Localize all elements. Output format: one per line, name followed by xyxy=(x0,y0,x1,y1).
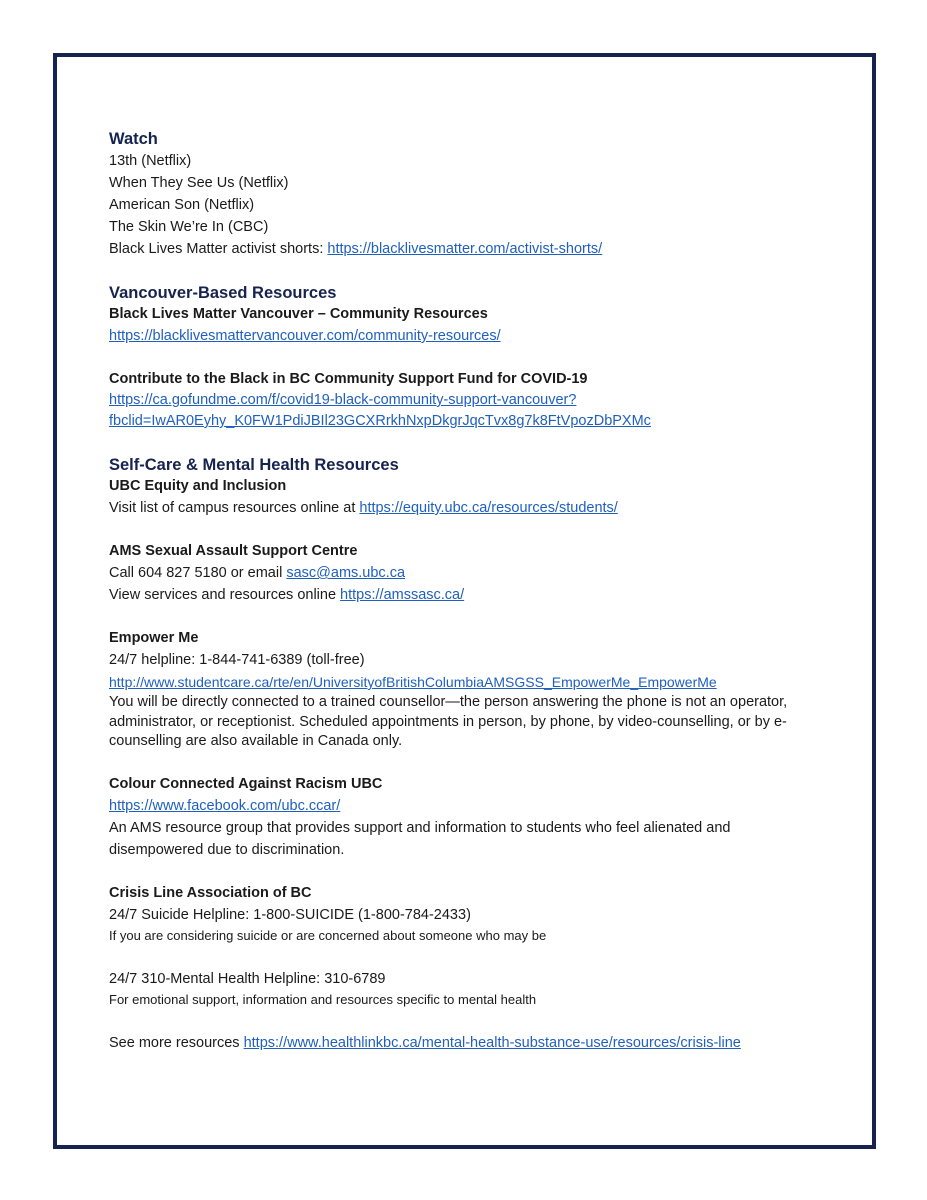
ubc-equity-title: UBC Equity and Inclusion xyxy=(109,478,287,494)
watch-item: The Skin We’re In (CBC) xyxy=(109,219,269,235)
watch-item: When They See Us (Netflix) xyxy=(109,175,289,191)
sasc-view-line xyxy=(109,584,829,606)
activist-shorts-link[interactable]: https://blacklivesmatter.com/activist-shorts/ xyxy=(327,241,603,257)
support-fund-link-line xyxy=(109,390,829,432)
ubc-equity-link[interactable]: https://equity.ubc.ca/resources/students/ xyxy=(359,500,618,516)
watch-heading: Watch xyxy=(109,130,158,148)
sasc-email-link[interactable]: sasc@ams.ubc.ca xyxy=(286,565,406,581)
more-resources-link[interactable]: https://www.healthlinkbc.ca/mental-health-substance-use/resources/crisis-line xyxy=(243,1034,741,1051)
sasc-title: AMS Sexual Assault Support Centre xyxy=(109,543,358,559)
support-fund-title: Contribute to the Black in BC Community Support Fund for COVID-19 xyxy=(109,371,588,387)
crisis-line-title: Crisis Line Association of BC xyxy=(109,884,312,901)
watch-item: 13th (Netflix) xyxy=(109,153,192,169)
empower-me-description: You will be directly connected to a trained counsellor—the person answering the phone is not an operator, administrator, or receptionist. Scheduled appointments in person, by phone, by video-counselling, or by e-counselling are also available in Canada only. xyxy=(109,694,788,749)
support-fund-link[interactable] xyxy=(109,392,651,429)
activist-shorts-line xyxy=(109,238,829,260)
more-resources-text: See more resources xyxy=(109,1034,244,1051)
sasc-call-text: Call 604 827 5180 or email xyxy=(109,565,287,581)
sasc-view-text: View services and resources online xyxy=(109,587,341,603)
ccar-link[interactable]: https://www.facebook.com/ubc.ccar/ xyxy=(109,797,341,814)
blm-vancouver-line xyxy=(109,325,829,347)
blm-vancouver-title: Black Lives Matter Vancouver – Community Resources xyxy=(109,306,488,322)
watch-item: American Son (Netflix) xyxy=(109,197,255,213)
ccar-description: An AMS resource group that provides support and information to students who feel alienated and disempowered due to discrimination. xyxy=(109,819,731,858)
support-fund-link-part1: https://ca.gofundme.com/f/covid19-black-community-support-vancouver? xyxy=(109,392,577,408)
empower-me-link[interactable]: http://www.studentcare.ca/rte/en/UniversityofBritishColumbiaAMSGSS_EmpowerMe_EmpowerMe xyxy=(109,674,717,690)
selfcare-heading: Self-Care & Mental Health Resources xyxy=(109,456,399,474)
ccar-link-line xyxy=(109,795,829,817)
activist-shorts-label: Black Lives Matter activist shorts: xyxy=(109,241,328,257)
ubc-equity-line xyxy=(109,497,829,519)
mental-health-helpline: 24/7 310-Mental Health Helpline: 310-6789 xyxy=(109,970,386,987)
support-fund-link-part2: fbclid=IwAR0Eyhy_K0FW1PdiJBIl23GCXRrkhNxpDkgrJqcTvx8g7k8FtVpozDbPXMc xyxy=(109,413,651,429)
suicide-helpline: 24/7 Suicide Helpline: 1-800-SUICIDE (1-800-784-2433) xyxy=(109,906,471,923)
blm-vancouver-link[interactable]: https://blacklivesmattervancouver.com/community-resources/ xyxy=(109,328,501,344)
empower-me-link-line xyxy=(109,671,829,693)
suicide-helpline-note: If you are considering suicide or are concerned about someone who may be xyxy=(109,927,547,943)
sasc-link[interactable]: https://amssasc.ca/ xyxy=(340,587,465,603)
more-resources-line xyxy=(109,1032,829,1054)
empower-me-helpline: 24/7 helpline: 1-844-741-6389 (toll-free) xyxy=(109,652,365,668)
ubc-equity-text: Visit list of campus resources online at xyxy=(109,500,360,516)
document-body xyxy=(109,128,829,1054)
mental-health-helpline-note: For emotional support, information and resources specific to mental health xyxy=(109,991,537,1007)
vancouver-heading: Vancouver-Based Resources xyxy=(109,284,337,302)
empower-me-title: Empower Me xyxy=(109,630,199,646)
ccar-title: Colour Connected Against Racism UBC xyxy=(109,775,383,792)
sasc-call-line xyxy=(109,562,829,584)
